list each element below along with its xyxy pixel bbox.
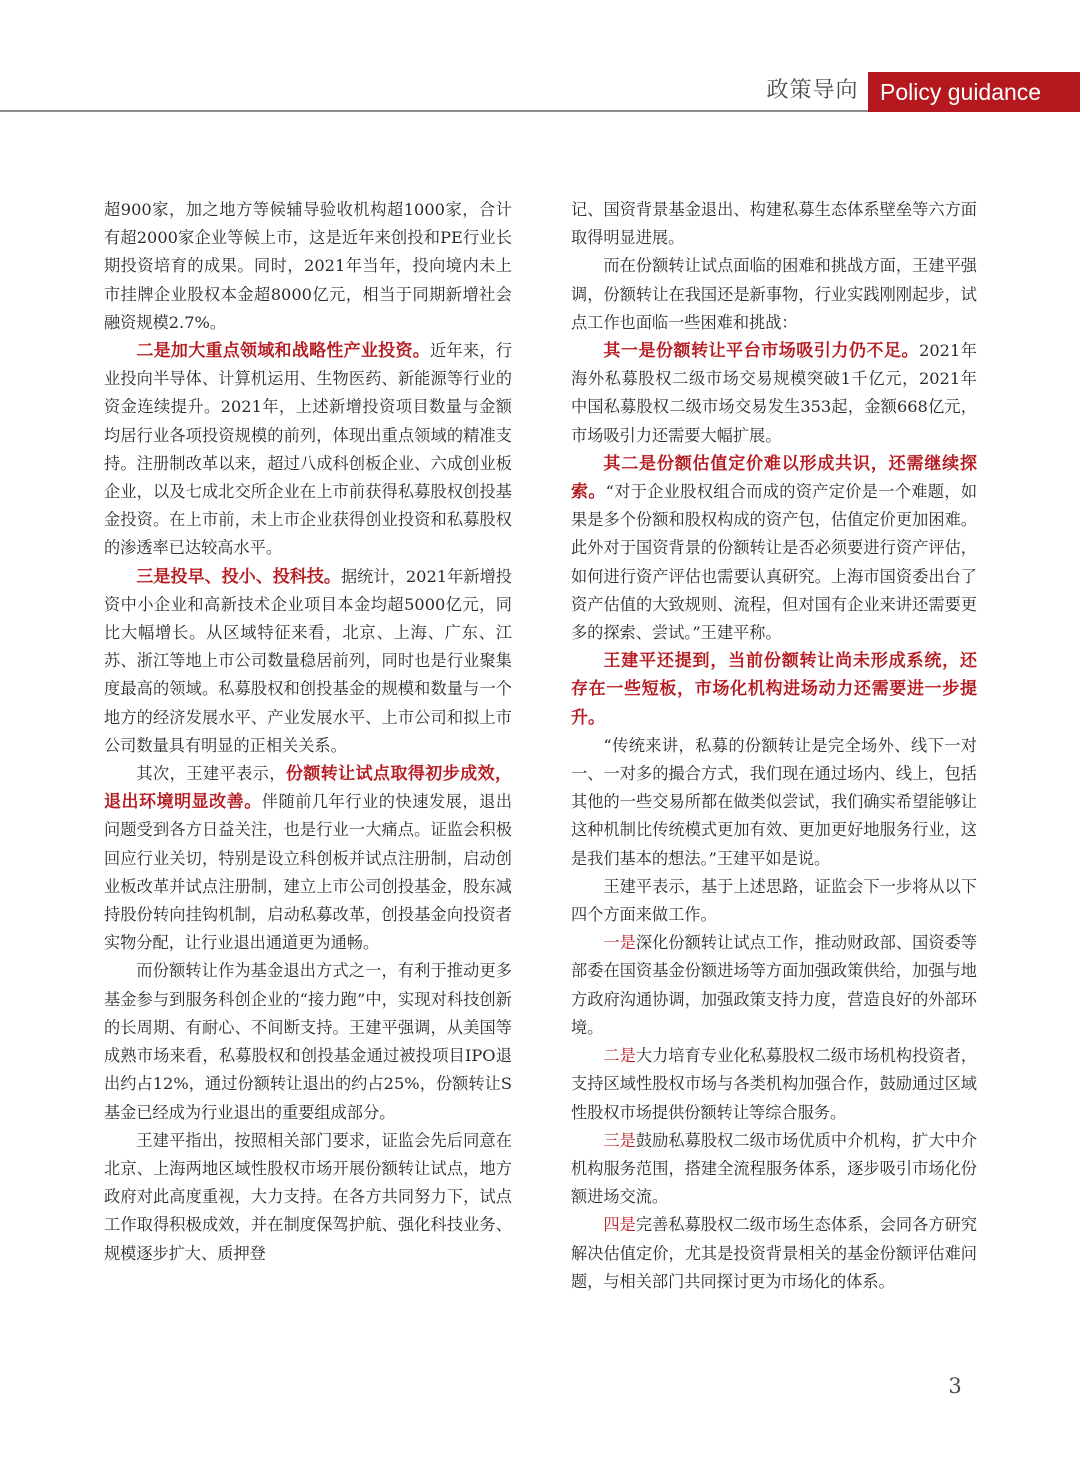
paragraph [571, 647, 977, 732]
paragraph [104, 196, 512, 337]
right-column [571, 196, 977, 1346]
paragraph-text: 深化份额转让试点工作，推动财政部、国资委等部委在国资基金份额进场等方面加强政策供给，加强与地方政府沟通协调，加强政策支持力度，营造良好的外部环境。 [571, 933, 977, 1037]
section-title-cn: 政策导向 [766, 78, 859, 103]
paragraph [104, 760, 512, 957]
paragraph-text: 而份额转让作为基金退出方式之一，有利于推动更多基金参与到服务科创企业的“接力跑”中，实现对科技创新的长周期、有耐心、不间断支持。王建平强调，从美国等成熟市场来看，私募股权和创投基金通过被投项目IPO退出约占12%，通过份额转让退出的约占25%，份额转让S基金已经成为行业退出的重要组成部分。 [104, 961, 512, 1122]
paragraph-text: 近年来，行业投向半导体、计算机运用、生物医药、新能源等行业的资金连续提升。2021年，上述新增投资项目数量与金额均居行业各项投资规模的前列，体现出重点领域的精准支持。注册制改革以来，超过八成科创板企业、六成创业板企业，以及七成北交所企业在上市前获得私募股权创投基金投资。在上市前，未上市企业获得创业投资和私募股权的渗透率已达较高水平。 [104, 341, 512, 558]
left-column [104, 196, 512, 1346]
paragraph [571, 196, 977, 252]
highlight-heading: 三是投早、投小、投科技。 [136, 566, 341, 587]
paragraph [104, 563, 512, 760]
paragraph-text: 伴随前几年行业的快速发展，退出问题受到各方日益关注，也是行业一大痛点。证监会积极回应行业关切，特别是设立科创板并试点注册制，启动创业板改革并试点注册制，建立上市公司创投基金，股东减持股份转向挂钩机制，启动私募改革，创投基金向投资者实物分配，让行业退出通道更为通畅。 [104, 792, 512, 953]
paragraph [571, 732, 977, 873]
paragraph-text: 据统计，2021年新增投资中小企业和高新技术企业项目本金均超5000亿元，同比大幅增长。从区域特征来看，北京、上海、广东、江苏、浙江等地上市公司数量稳居前列，同时也是行业聚集度最高的领域。私募股权和创投基金的规模和数量与一个地方的经济发展水平、产业发展水平、上市公司和拟上市公司数量具有明显的正相关关系。 [104, 566, 512, 755]
highlight-heading: 二是加大重点领域和战略性产业投资。 [136, 341, 430, 362]
paragraph [104, 1127, 512, 1268]
paragraph [104, 957, 512, 1126]
paragraph [571, 337, 977, 450]
paragraph [571, 252, 977, 337]
paragraph-text: 2021年海外私募股权二级市场交易规模突破1千亿元，2021年中国私募股权二级市场交易发生353起，金额668亿元，市场吸引力还需要大幅扩展。 [571, 341, 977, 445]
paragraph [571, 450, 977, 647]
list-lead: 二是 [603, 1046, 636, 1066]
paragraph-text: 而在份额转让试点面临的困难和挑战方面，王建平强调，份额转让在我国还是新事物，行业实践刚刚起步，试点工作也面临一些困难和挑战： [571, 256, 977, 332]
paragraph [571, 1042, 977, 1127]
list-lead: 四是 [603, 1215, 636, 1235]
paragraph-text: “对于企业股权组合而成的资产定价是一个难题，如果是多个份额和股权构成的资产包，估值定价更加困难。此外对于国资背景的份额转让是否必须要进行资产评估，如何进行资产评估也需要认真研究。上海市国资委出台了资产估值的大致规则、流程，但对国有企业来讲还需要更多的探索、尝试。”王建平称。 [571, 482, 977, 643]
paragraph-text: 大力培育专业化私募股权二级市场机构投资者，支持区域性股权市场与各类机构加强合作，鼓励通过区域性股权市场提供份额转让等综合服务。 [571, 1046, 977, 1122]
highlight-heading: 份额转让试点取得初步成效，退出环境明显改善。 [104, 764, 512, 813]
paragraph-text: 记、国资背景基金退出、构建私募生态体系壁垒等六方面取得明显进展。 [571, 200, 977, 248]
paragraph-text: 超900家，加之地方等候辅导验收机构超1000家，合计有超2000家企业等候上市，这是近年来创投和PE行业长期投资培育的成果。同时，2021年当年，投向境内未上市挂牌企业股权本金超8000亿元，相当于同期新增社会融资规模2.7%。 [104, 200, 512, 332]
page-number: 3 [948, 1374, 962, 1398]
highlight-heading: 其一是份额转让平台市场吸引力仍不足。 [603, 341, 920, 362]
paragraph-text: “传统来讲，私募的份额转让是完全场外、线下一对一、一对多的撮合方式，我们现在通过场内、线上，包括其他的一些交易所都在做类似尝试，我们确实希望能够让这种机制比传统模式更加有效、更加更好地服务行业，这是我们基本的想法。”王建平如是说。 [571, 735, 977, 868]
paragraph-text: 鼓励私募股权二级市场优质中介机构，扩大中介机构服务范围，搭建全流程服务体系，逐步吸引市场化份额进场交流。 [571, 1130, 977, 1207]
paragraph [571, 929, 977, 1042]
highlight-heading: 其二是份额估值定价难以形成共识，还需继续探索。 [571, 453, 977, 503]
paragraph-text: 其次，王建平表示， [136, 764, 286, 784]
paragraph [571, 1211, 977, 1296]
paragraph [571, 1127, 977, 1212]
highlight-heading: 王建平还提到，当前份额转让尚未形成系统，还存在一些短板，市场化机构进场动力还需要进一步提升。 [571, 651, 977, 728]
paragraph-text: 完善私募股权二级市场生态体系，会同各方研究解决估值定价，尤其是投资背景相关的基金份额评估难问题，与相关部门共同探讨更为市场化的体系。 [571, 1215, 977, 1291]
paragraph-text: 王建平表示，基于上述思路，证监会下一步将从以下四个方面来做工作。 [571, 876, 977, 925]
paragraph [571, 873, 977, 929]
list-lead: 一是 [603, 933, 636, 953]
paragraph-text: 王建平指出，按照相关部门要求，证监会先后同意在北京、上海两地区域性股权市场开展份额转让试点，地方政府对此高度重视，大力支持。在各方共同努力下，试点工作取得积极成效，并在制度保驾护航、强化科技业务、规模逐步扩大、质押登 [104, 1130, 512, 1263]
paragraph [104, 337, 512, 563]
section-title-en-badge: Policy guidance [868, 72, 1080, 112]
list-lead: 三是 [603, 1130, 636, 1150]
